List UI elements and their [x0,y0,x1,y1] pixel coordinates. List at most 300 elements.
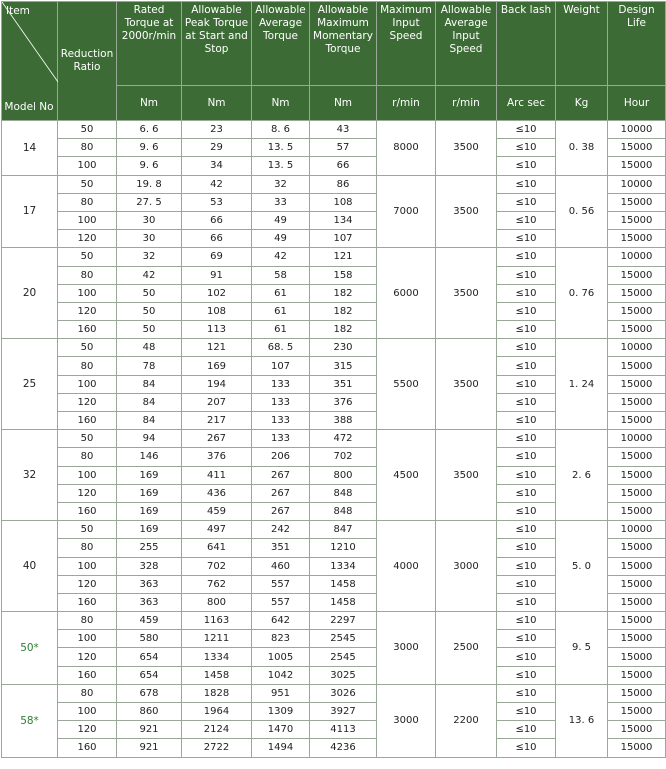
design-life-cell: 15000 [608,302,666,320]
max-torque-cell: 472 [310,430,377,448]
avg-torque-cell: 107 [252,357,310,375]
peak-torque-cell: 121 [182,339,252,357]
max-torque-cell: 388 [310,412,377,430]
table-row [2,248,666,266]
avg-torque-cell: 267 [252,484,310,502]
col-header-rated: Rated Torque at 2000r/min [117,2,182,86]
rated-torque-cell: 84 [117,393,182,411]
design-life-cell: 15000 [608,230,666,248]
avg-torque-cell: 267 [252,466,310,484]
ratio-cell: 100 [58,466,117,484]
backlash-cell: ≤10 [497,739,556,757]
backlash-cell: ≤10 [497,557,556,575]
weight-cell: 0. 38 [556,121,608,176]
avg-torque-cell: 133 [252,430,310,448]
max-speed-cell: 6000 [377,248,436,339]
max-torque-cell: 4113 [310,721,377,739]
backlash-cell: ≤10 [497,703,556,721]
peak-torque-cell: 459 [182,502,252,520]
max-torque-cell: 66 [310,157,377,175]
peak-torque-cell: 29 [182,139,252,157]
avg-torque-cell: 1494 [252,739,310,757]
backlash-cell: ≤10 [497,612,556,630]
rated-torque-cell: 654 [117,666,182,684]
rated-torque-cell: 363 [117,575,182,593]
rated-torque-cell: 169 [117,502,182,520]
ratio-cell: 80 [58,266,117,284]
max-torque-cell: 182 [310,321,377,339]
peak-torque-cell: 69 [182,248,252,266]
rated-torque-cell: 654 [117,648,182,666]
rated-torque-cell: 6. 6 [117,121,182,139]
rated-torque-cell: 363 [117,593,182,611]
peak-torque-cell: 2722 [182,739,252,757]
rated-torque-cell: 169 [117,521,182,539]
peak-torque-cell: 194 [182,375,252,393]
backlash-cell: ≤10 [497,193,556,211]
item-model-header [2,2,58,121]
design-life-cell: 15000 [608,393,666,411]
rated-torque-cell: 78 [117,357,182,375]
rated-torque-cell: 42 [117,266,182,284]
avg-speed-cell: 3500 [436,248,497,339]
rated-torque-cell: 48 [117,339,182,357]
ratio-cell: 50 [58,339,117,357]
avg-torque-cell: 823 [252,630,310,648]
model-cell: 20 [2,248,58,339]
col-header-max: Allowable Maximum Momentary Torque [310,2,377,86]
backlash-cell: ≤10 [497,684,556,702]
design-life-cell: 15000 [608,539,666,557]
design-life-cell: 15000 [608,612,666,630]
avg-torque-cell: 61 [252,284,310,302]
max-torque-cell: 1458 [310,575,377,593]
model-cell: 58* [2,684,58,757]
design-life-cell: 15000 [608,139,666,157]
design-life-cell: 15000 [608,593,666,611]
peak-torque-cell: 1458 [182,666,252,684]
weight-cell: 0. 76 [556,248,608,339]
ratio-cell: 120 [58,302,117,320]
rated-torque-cell: 94 [117,430,182,448]
max-torque-cell: 121 [310,248,377,266]
ratio-cell: 80 [58,193,117,211]
design-life-cell: 15000 [608,575,666,593]
peak-torque-cell: 762 [182,575,252,593]
avg-torque-cell: 951 [252,684,310,702]
model-no-label: Model No [4,101,54,113]
ratio-cell: 80 [58,139,117,157]
peak-torque-cell: 497 [182,521,252,539]
unit-avg: Nm [252,86,310,121]
ratio-cell: 160 [58,502,117,520]
max-torque-cell: 57 [310,139,377,157]
design-life-cell: 15000 [608,684,666,702]
design-life-cell: 15000 [608,484,666,502]
weight-cell: 2. 6 [556,430,608,521]
rated-torque-cell: 30 [117,230,182,248]
model-cell: 17 [2,175,58,248]
design-life-cell: 15000 [608,703,666,721]
weight-cell: 1. 24 [556,339,608,430]
rated-torque-cell: 678 [117,684,182,702]
backlash-cell: ≤10 [497,448,556,466]
ratio-cell: 50 [58,248,117,266]
ratio-cell: 160 [58,593,117,611]
design-life-cell: 15000 [608,375,666,393]
peak-torque-cell: 641 [182,539,252,557]
backlash-cell: ≤10 [497,521,556,539]
design-life-cell: 10000 [608,521,666,539]
avg-speed-cell: 3500 [436,175,497,248]
peak-torque-cell: 1828 [182,684,252,702]
backlash-cell: ≤10 [497,630,556,648]
table-row [2,612,666,630]
ratio-cell: 100 [58,557,117,575]
peak-torque-cell: 113 [182,321,252,339]
weight-cell: 0. 56 [556,175,608,248]
avg-torque-cell: 1309 [252,703,310,721]
backlash-cell: ≤10 [497,139,556,157]
max-torque-cell: 3025 [310,666,377,684]
backlash-cell: ≤10 [497,175,556,193]
peak-torque-cell: 66 [182,230,252,248]
max-torque-cell: 107 [310,230,377,248]
design-life-cell: 10000 [608,430,666,448]
peak-torque-cell: 23 [182,121,252,139]
peak-torque-cell: 800 [182,593,252,611]
max-torque-cell: 376 [310,393,377,411]
rated-torque-cell: 50 [117,284,182,302]
peak-torque-cell: 1334 [182,648,252,666]
backlash-cell: ≤10 [497,484,556,502]
max-torque-cell: 2545 [310,630,377,648]
col-header-peak: Allowable Peak Torque at Start and Stop [182,2,252,86]
model-cell: 50* [2,612,58,685]
avg-torque-cell: 267 [252,502,310,520]
backlash-cell: ≤10 [497,248,556,266]
max-torque-cell: 182 [310,302,377,320]
design-life-cell: 15000 [608,157,666,175]
backlash-cell: ≤10 [497,266,556,284]
avg-torque-cell: 133 [252,375,310,393]
ratio-cell: 100 [58,375,117,393]
peak-torque-cell: 2124 [182,721,252,739]
avg-torque-cell: 1005 [252,648,310,666]
design-life-cell: 15000 [608,630,666,648]
max-torque-cell: 158 [310,266,377,284]
design-life-cell: 10000 [608,121,666,139]
peak-torque-cell: 1964 [182,703,252,721]
backlash-cell: ≤10 [497,502,556,520]
max-torque-cell: 2297 [310,612,377,630]
max-torque-cell: 1210 [310,539,377,557]
peak-torque-cell: 1211 [182,630,252,648]
avg-torque-cell: 58 [252,266,310,284]
max-speed-cell: 4500 [377,430,436,521]
backlash-cell: ≤10 [497,357,556,375]
design-life-cell: 15000 [608,448,666,466]
rated-torque-cell: 255 [117,539,182,557]
unit-life: Hour [608,86,666,121]
peak-torque-cell: 436 [182,484,252,502]
max-torque-cell: 847 [310,521,377,539]
design-life-cell: 15000 [608,193,666,211]
backlash-cell: ≤10 [497,430,556,448]
rated-torque-cell: 921 [117,721,182,739]
peak-torque-cell: 267 [182,430,252,448]
max-speed-cell: 5500 [377,339,436,430]
rated-torque-cell: 146 [117,448,182,466]
ratio-cell: 50 [58,175,117,193]
peak-torque-cell: 34 [182,157,252,175]
design-life-cell: 15000 [608,284,666,302]
backlash-cell: ≤10 [497,575,556,593]
avg-speed-cell: 3000 [436,521,497,612]
max-speed-cell: 4000 [377,521,436,612]
avg-torque-cell: 242 [252,521,310,539]
rated-torque-cell: 580 [117,630,182,648]
rated-torque-cell: 169 [117,484,182,502]
peak-torque-cell: 102 [182,284,252,302]
backlash-cell: ≤10 [497,466,556,484]
backlash-cell: ≤10 [497,721,556,739]
table-row [2,430,666,448]
max-speed-cell: 7000 [377,175,436,248]
rated-torque-cell: 30 [117,211,182,229]
max-torque-cell: 108 [310,193,377,211]
avg-torque-cell: 33 [252,193,310,211]
model-cell: 14 [2,121,58,176]
ratio-cell: 100 [58,157,117,175]
ratio-cell: 80 [58,357,117,375]
avg-torque-cell: 557 [252,593,310,611]
design-life-cell: 15000 [608,412,666,430]
avg-speed-cell: 3500 [436,121,497,176]
peak-torque-cell: 376 [182,448,252,466]
avg-torque-cell: 49 [252,230,310,248]
backlash-cell: ≤10 [497,393,556,411]
avg-speed-cell: 2200 [436,684,497,757]
rated-torque-cell: 50 [117,302,182,320]
avg-torque-cell: 32 [252,175,310,193]
design-life-cell: 10000 [608,339,666,357]
model-cell: 25 [2,339,58,430]
peak-torque-cell: 108 [182,302,252,320]
peak-torque-cell: 42 [182,175,252,193]
ratio-cell: 160 [58,412,117,430]
ratio-cell: 120 [58,484,117,502]
rated-torque-cell: 32 [117,248,182,266]
avg-torque-cell: 1470 [252,721,310,739]
ratio-cell: 160 [58,739,117,757]
ratio-cell: 100 [58,703,117,721]
backlash-cell: ≤10 [497,539,556,557]
table-row [2,339,666,357]
backlash-cell: ≤10 [497,375,556,393]
peak-torque-cell: 169 [182,357,252,375]
model-cell: 32 [2,430,58,521]
backlash-cell: ≤10 [497,230,556,248]
max-torque-cell: 3927 [310,703,377,721]
avg-torque-cell: 13. 5 [252,157,310,175]
avg-torque-cell: 460 [252,557,310,575]
design-life-cell: 10000 [608,248,666,266]
ratio-cell: 80 [58,448,117,466]
ratio-cell: 80 [58,684,117,702]
table-row [2,684,666,702]
unit-max-speed: r/min [377,86,436,121]
ratio-cell: 80 [58,539,117,557]
design-life-cell: 15000 [608,321,666,339]
backlash-cell: ≤10 [497,284,556,302]
peak-torque-cell: 702 [182,557,252,575]
weight-cell: 5. 0 [556,521,608,612]
col-header-max-speed: Maximum Input Speed [377,2,436,86]
rated-torque-cell: 860 [117,703,182,721]
avg-torque-cell: 42 [252,248,310,266]
peak-torque-cell: 1163 [182,612,252,630]
backlash-cell: ≤10 [497,648,556,666]
ratio-cell: 120 [58,575,117,593]
avg-torque-cell: 557 [252,575,310,593]
backlash-cell: ≤10 [497,412,556,430]
avg-torque-cell: 1042 [252,666,310,684]
col-header-weight: Weight [556,2,608,86]
max-torque-cell: 351 [310,375,377,393]
unit-rated: Nm [117,86,182,121]
ratio-cell: 160 [58,666,117,684]
unit-max: Nm [310,86,377,121]
rated-torque-cell: 50 [117,321,182,339]
rated-torque-cell: 84 [117,375,182,393]
design-life-cell: 10000 [608,175,666,193]
max-torque-cell: 43 [310,121,377,139]
max-torque-cell: 3026 [310,684,377,702]
unit-avg-speed: r/min [436,86,497,121]
max-torque-cell: 230 [310,339,377,357]
rated-torque-cell: 169 [117,466,182,484]
max-torque-cell: 86 [310,175,377,193]
backlash-cell: ≤10 [497,593,556,611]
table-row [2,175,666,193]
ratio-cell: 50 [58,121,117,139]
avg-speed-cell: 2500 [436,612,497,685]
col-header-backlash: Back lash [497,2,556,86]
ratio-cell: 160 [58,321,117,339]
avg-speed-cell: 3500 [436,339,497,430]
backlash-cell: ≤10 [497,302,556,320]
col-header-ratio: Reduction Ratio [58,2,117,121]
unit-backlash: Arc sec [497,86,556,121]
max-torque-cell: 4236 [310,739,377,757]
rated-torque-cell: 459 [117,612,182,630]
item-label: Item [6,5,30,17]
design-life-cell: 15000 [608,211,666,229]
max-speed-cell: 3000 [377,684,436,757]
max-torque-cell: 1334 [310,557,377,575]
table-row [2,121,666,139]
design-life-cell: 15000 [608,739,666,757]
table-row [2,521,666,539]
model-cell: 40 [2,521,58,612]
peak-torque-cell: 217 [182,412,252,430]
avg-torque-cell: 351 [252,539,310,557]
unit-peak: Nm [182,86,252,121]
ratio-cell: 50 [58,521,117,539]
avg-torque-cell: 642 [252,612,310,630]
ratio-cell: 120 [58,648,117,666]
backlash-cell: ≤10 [497,121,556,139]
max-speed-cell: 3000 [377,612,436,685]
max-torque-cell: 848 [310,484,377,502]
max-torque-cell: 702 [310,448,377,466]
col-header-avg: Allowable Average Torque [252,2,310,86]
max-torque-cell: 134 [310,211,377,229]
peak-torque-cell: 66 [182,211,252,229]
avg-torque-cell: 61 [252,302,310,320]
design-life-cell: 15000 [608,648,666,666]
ratio-cell: 100 [58,211,117,229]
peak-torque-cell: 91 [182,266,252,284]
peak-torque-cell: 53 [182,193,252,211]
avg-torque-cell: 61 [252,321,310,339]
ratio-cell: 120 [58,721,117,739]
rated-torque-cell: 328 [117,557,182,575]
max-torque-cell: 848 [310,502,377,520]
max-torque-cell: 1458 [310,593,377,611]
rated-torque-cell: 19. 8 [117,175,182,193]
unit-weight: Kg [556,86,608,121]
backlash-cell: ≤10 [497,321,556,339]
design-life-cell: 15000 [608,357,666,375]
avg-torque-cell: 133 [252,393,310,411]
design-life-cell: 15000 [608,666,666,684]
rated-torque-cell: 9. 6 [117,157,182,175]
max-speed-cell: 8000 [377,121,436,176]
design-life-cell: 15000 [608,557,666,575]
avg-torque-cell: 13. 5 [252,139,310,157]
ratio-cell: 100 [58,630,117,648]
max-torque-cell: 315 [310,357,377,375]
backlash-cell: ≤10 [497,157,556,175]
design-life-cell: 15000 [608,466,666,484]
col-header-avg-speed: Allowable Average Input Speed [436,2,497,86]
max-torque-cell: 182 [310,284,377,302]
avg-torque-cell: 133 [252,412,310,430]
backlash-cell: ≤10 [497,666,556,684]
backlash-cell: ≤10 [497,339,556,357]
ratio-cell: 80 [58,612,117,630]
rated-torque-cell: 921 [117,739,182,757]
ratio-cell: 120 [58,393,117,411]
ratio-cell: 50 [58,430,117,448]
avg-torque-cell: 8. 6 [252,121,310,139]
ratio-cell: 120 [58,230,117,248]
table-header [2,2,666,121]
col-header-life: Design Life [608,2,666,86]
rated-torque-cell: 9. 6 [117,139,182,157]
max-torque-cell: 800 [310,466,377,484]
avg-torque-cell: 206 [252,448,310,466]
rated-torque-cell: 84 [117,412,182,430]
avg-torque-cell: 68. 5 [252,339,310,357]
weight-cell: 9. 5 [556,612,608,685]
spec-table [1,1,666,758]
design-life-cell: 15000 [608,721,666,739]
peak-torque-cell: 411 [182,466,252,484]
table-body [2,121,666,758]
